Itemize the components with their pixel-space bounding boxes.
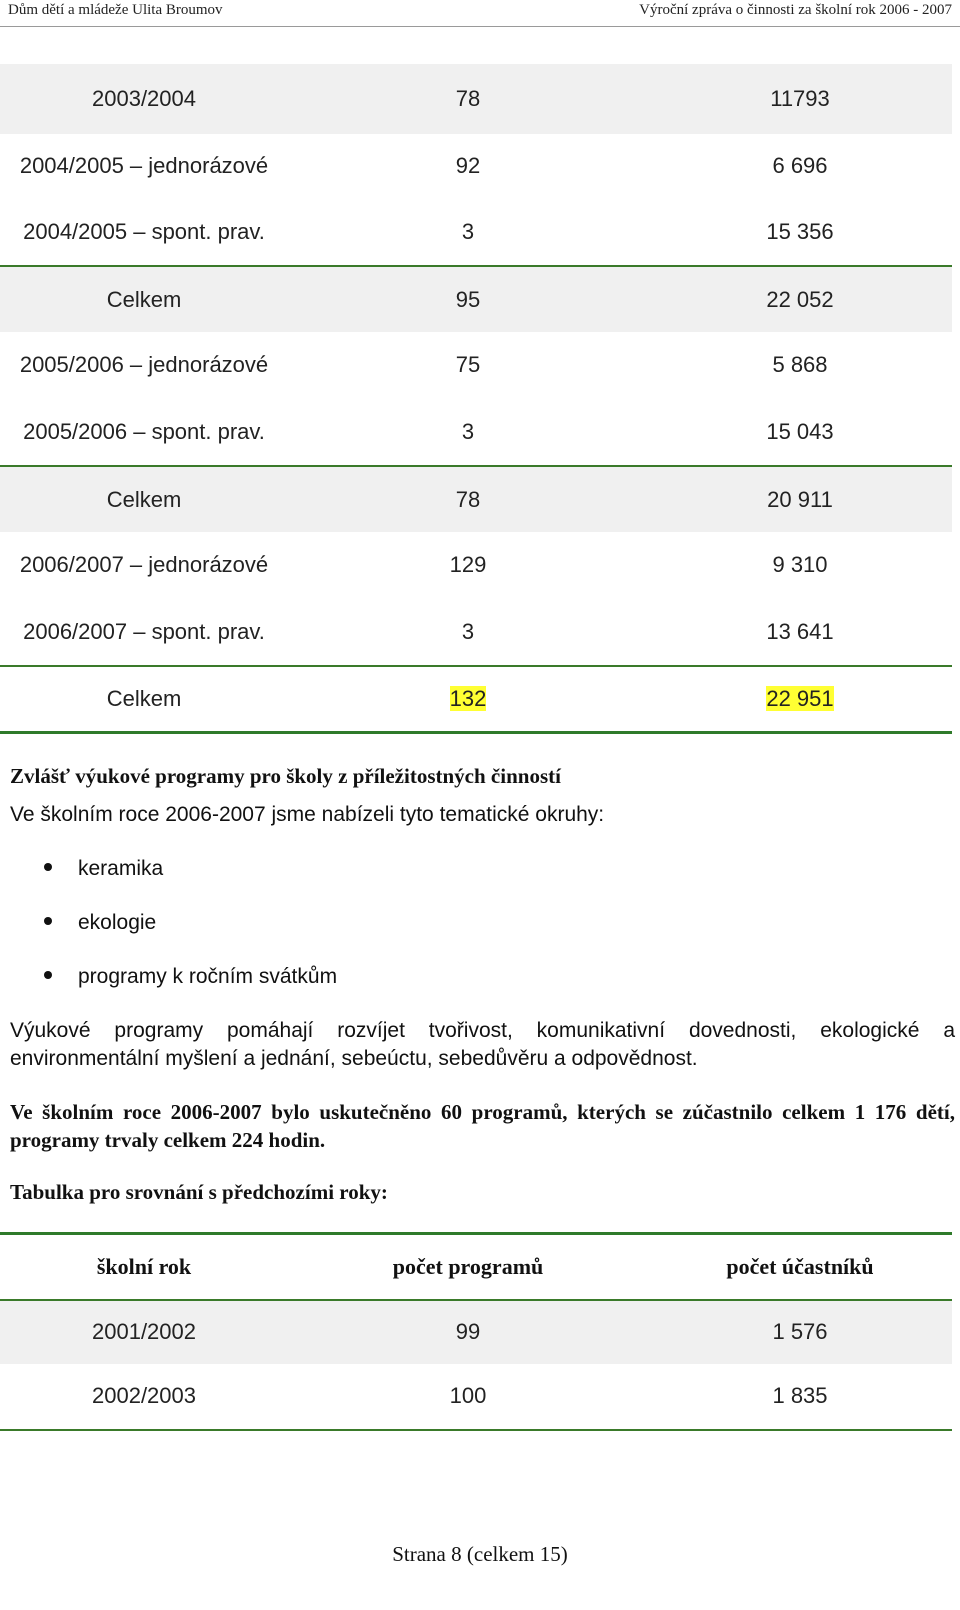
table-cell: 92 [455,153,481,178]
table-row [0,1300,952,1364]
table-cell: 2006/2007 – jednorázové [19,552,269,577]
table-cell: 1 576 [648,1300,952,1364]
table-row-total [0,666,952,732]
table-cell: 5 868 [772,352,828,377]
list-item [44,965,337,989]
comparison-table [0,1232,952,1431]
column-header: počet programů [288,1234,648,1300]
table-cell: 3 [288,198,648,266]
table-cell: Celkem [0,666,288,732]
section-heading: Zvlášť výukové programy pro školy z příležitostných činností [10,764,561,788]
table-cell: 2003/2004 [0,64,288,134]
table-cell: 9 310 [772,552,828,577]
table-cell: 1 835 [648,1364,952,1430]
table-cell: 2005/2006 – spont. prav. [0,398,288,466]
table-row-total [0,266,952,332]
column-header: počet účastníků [648,1234,952,1300]
table-cell: 2002/2003 [0,1364,288,1430]
statistics-table [0,64,952,734]
list-item-label: ekologie [78,911,157,934]
table-cell: 2005/2006 – jednorázové [19,352,269,377]
comparison-table-heading: Tabulka pro srovnání s předchozími roky: [10,1180,388,1204]
table-row [0,598,952,666]
table-cell: Celkem [0,466,288,532]
table-cell: 95 [288,266,648,332]
list-item [44,857,163,881]
table-cell: 2004/2005 – spont. prav. [0,198,288,266]
list-item-label: keramika [78,857,164,880]
bullet-icon [44,971,52,979]
table-row [0,532,952,598]
table-cell: 2006/2007 – spont. prav. [0,598,288,666]
table-cell: 3 [288,398,648,466]
table-row [0,398,952,466]
list-item-label: programy k ročním svátkům [78,965,338,988]
bullet-icon [44,917,52,925]
table-row [0,134,952,198]
table-row [0,198,952,266]
table-cell: 78 [288,466,648,532]
table-cell: 22 052 [648,266,952,332]
highlighted-value: 132 [449,685,487,711]
table-cell [288,666,648,732]
page-footer: Strana 8 (celkem 15) [392,1542,568,1566]
table-cell: Celkem [0,266,288,332]
table-cell: 75 [455,352,481,377]
table-row [0,332,952,398]
table-row [0,1364,952,1430]
table-cell: 15 356 [648,198,952,266]
table-cell: 13 641 [648,598,952,666]
table-cell: 11793 [648,64,952,134]
table-cell: 15 043 [648,398,952,466]
column-header: školní rok [0,1234,288,1300]
table-header-row [0,1234,952,1300]
description-paragraph: Výukové programy pomáhají rozvíjet tvořivost, komunikativní dovednosti, ekologické a environmentální myšlení a jednání, sebeúctu, sebedůvěru a odpovědnost. [10,1019,955,1070]
table-cell: 6 696 [772,153,828,178]
summary-paragraph: Ve školním roce 2006-2007 bylo uskutečněno 60 programů, kterých se zúčastnilo celkem 1 176 dětí, programy trvaly celkem 224 hodin. [10,1100,955,1152]
table-cell: 100 [288,1364,648,1430]
table-cell: 2004/2005 – jednorázové [19,153,269,178]
table-row [0,64,952,134]
highlighted-value: 22 951 [766,685,834,711]
bullet-icon [44,863,52,871]
list-item [44,911,156,935]
table-cell: 20 911 [648,466,952,532]
table-cell: 2001/2002 [0,1300,288,1364]
section-intro: Ve školním roce 2006-2007 jsme nabízeli tyto tematické okruhy: [10,803,605,826]
table-cell [648,666,952,732]
table-cell: 3 [288,598,648,666]
header-organization: Dům dětí a mládeže Ulita Broumov [8,2,223,18]
table-cell: 129 [449,552,487,577]
page-header [0,0,960,27]
table-cell: 99 [288,1300,648,1364]
table-row-total [0,466,952,532]
header-report-title: Výroční zpráva o činnosti za školní rok 2006 - 2007 [639,2,952,18]
table-cell: 78 [288,64,648,134]
